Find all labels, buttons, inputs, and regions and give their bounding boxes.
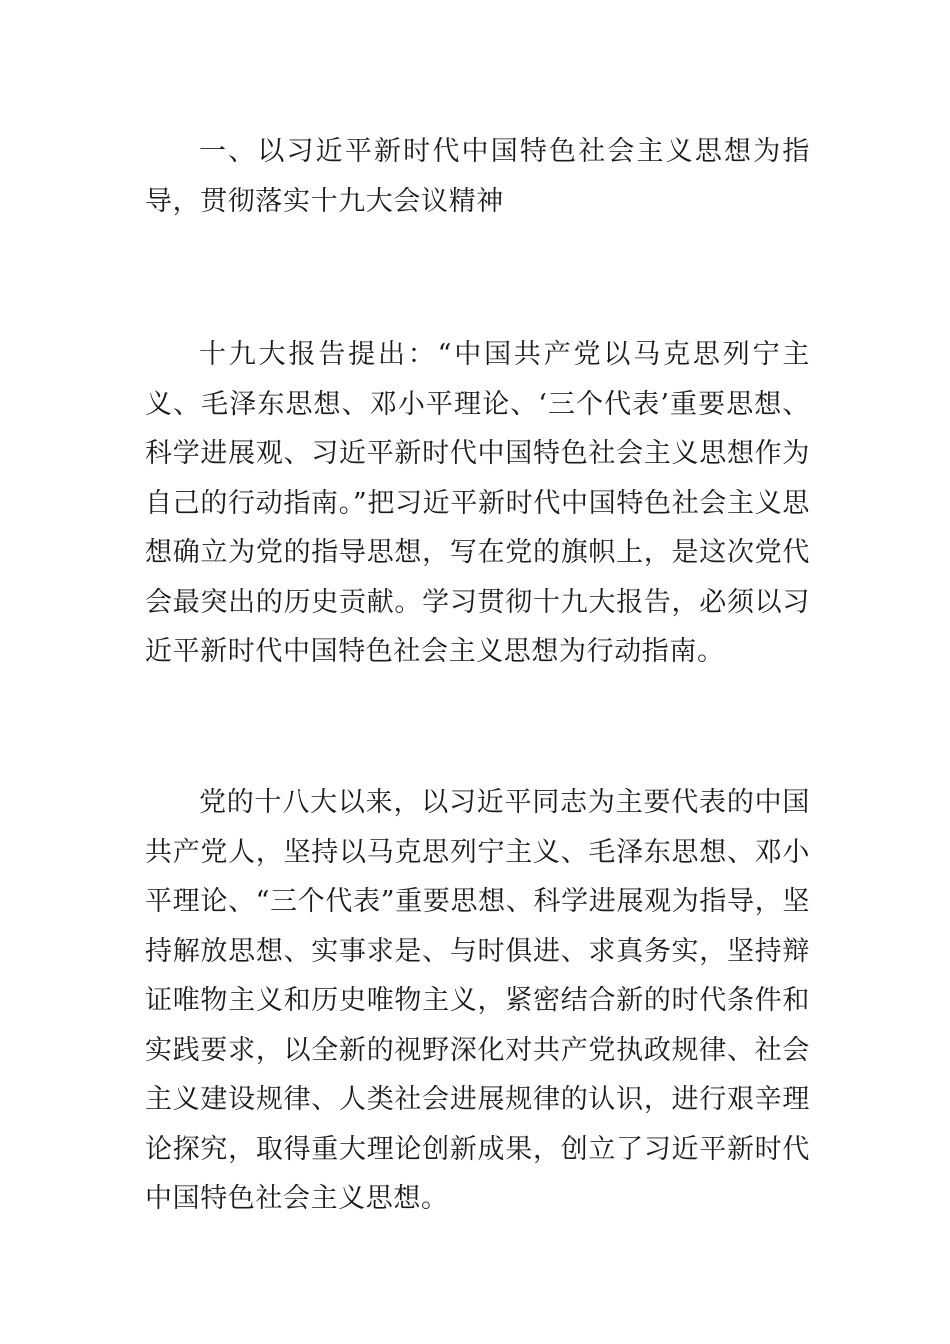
body-paragraph: 党的十八大以来，以习近平同志为主要代表的中国共产党人，坚持以马克思列宁主义、毛泽东思想、邓小平理论、“三个代表”重要思想、科学进展观为指导，坚持解放思想、实事求是、与时俱进、求真务实，坚持辩证唯物主义和历史唯物主义，紧密结合新的时代条件和实践要求，以全新的视野深化对共产党执政规律、社会主义建设规律、人类社会进展规律的认识，进行艰辛理论探究，取得重大理论创新成果，创立了习近平新时代中国特色社会主义思想。 — [145, 787, 810, 1214]
body-paragraph: 十九大报告提出：“中国共产党以马克思列宁主义、毛泽东思想、邓小平理论、‘三个代表’重要思想、科学进展观、习近平新时代中国特色社会主义思想作为自己的行动指南。”把习近平新时代中国特色社会主义思想确立为党的指导思想，写在党的旗帜上，是这次党代会最突出的历史贡献。学习贯彻十九大报告，必须以习近平新时代中国特色社会主义思想为行动指南。 — [145, 339, 810, 667]
section-heading-paragraph: 一、以习近平新时代中国特色社会主义思想为指导，贯彻落实十九大会议精神 — [145, 136, 810, 217]
